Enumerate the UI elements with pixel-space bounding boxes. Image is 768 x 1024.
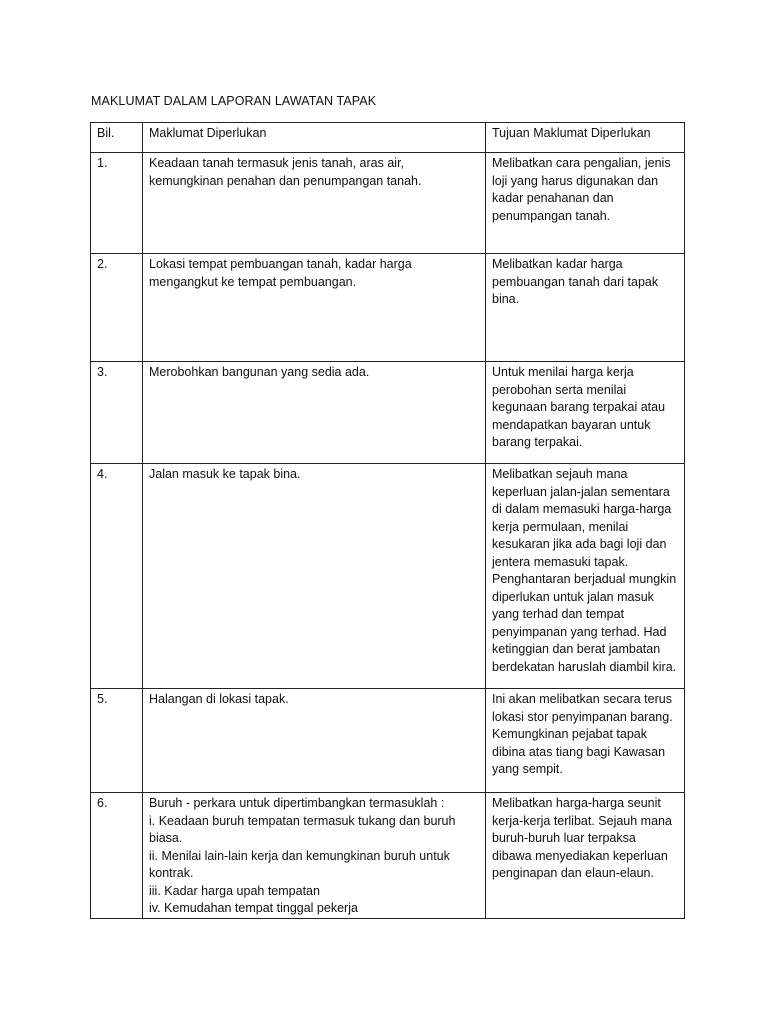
row-number: 3. xyxy=(91,362,143,464)
row-purpose: Melibatkan kadar harga pembuangan tanah dari tapak bina. xyxy=(486,254,685,362)
row-number: 2. xyxy=(91,254,143,362)
row-info: Jalan masuk ke tapak bina. xyxy=(143,464,486,689)
info-line: i. Keadaan buruh tempatan termasuk tukang dan buruh biasa. xyxy=(149,813,456,845)
table-header-row xyxy=(91,123,685,153)
row-info: Lokasi tempat pembuangan tanah, kadar harga mengangkut ke tempat pembuangan. xyxy=(143,254,486,362)
document-title: MAKLUMAT DALAM LAPORAN LAWATAN TAPAK xyxy=(91,94,377,108)
row-number: 6. xyxy=(91,793,143,919)
row-info-list xyxy=(143,793,486,919)
header-purpose: Tujuan Maklumat Diperlukan xyxy=(486,123,685,153)
row-info: Merobohkan bangunan yang sedia ada. xyxy=(143,362,486,464)
info-line: Buruh - perkara untuk dipertimbangkan termasuklah : xyxy=(149,796,445,810)
row-purpose: Melibatkan sejauh mana keperluan jalan-jalan sementara di dalam memasuki harga-harga kerja permulaan, menilai kesukaran jika ada bagi loji dan jentera memasuki tapak. Penghantaran berjadual mungkin diperlukan untuk jalan masuk yang terhad dan tempat penyimpanan yang terhad. Had ketinggian dan berat jambatan berdekatan haruslah diambil kira. xyxy=(486,464,685,689)
header-number: Bil. xyxy=(91,123,143,153)
info-line: ii. Menilai lain-lain kerja dan kemungkinan buruh untuk kontrak. xyxy=(149,848,450,880)
header-info: Maklumat Diperlukan xyxy=(143,123,486,153)
row-purpose: Ini akan melibatkan secara terus lokasi stor penyimpanan barang. Kemungkinan pejabat tapak dibina atas tiang bagi Kawasan yang sempit. xyxy=(486,689,685,793)
row-number: 5. xyxy=(91,689,143,793)
row-purpose: Melibatkan cara pengalian, jenis loji yang harus digunakan dan kadar penahanan dan penumpangan tanah. xyxy=(486,153,685,254)
row-info: Keadaan tanah termasuk jenis tanah, aras air, kemungkinan penahan dan penumpangan tanah. xyxy=(143,153,486,254)
row-number: 4. xyxy=(91,464,143,689)
info-line: iv. Kemudahan tempat tinggal pekerja xyxy=(149,901,358,915)
info-line: iii. Kadar harga upah tempatan xyxy=(149,883,320,898)
site-visit-info-table xyxy=(90,122,685,919)
row-number: 1. xyxy=(91,153,143,254)
row-info: Halangan di lokasi tapak. xyxy=(143,689,486,793)
table-row xyxy=(91,793,685,919)
table-row xyxy=(91,153,685,254)
table-row xyxy=(91,362,685,464)
table-row xyxy=(91,464,685,689)
row-purpose: Untuk menilai harga kerja perobohan serta menilai kegunaan barang terpakai atau mendapatkan bayaran untuk barang terpakai. xyxy=(486,362,685,464)
table-row xyxy=(91,254,685,362)
table-row xyxy=(91,689,685,793)
row-purpose: Melibatkan harga-harga seunit kerja-kerja terlibat. Sejauh mana buruh-buruh luar terpaksa dibawa menyediakan keperluan penginapan dan elaun-elaun. xyxy=(486,793,685,919)
